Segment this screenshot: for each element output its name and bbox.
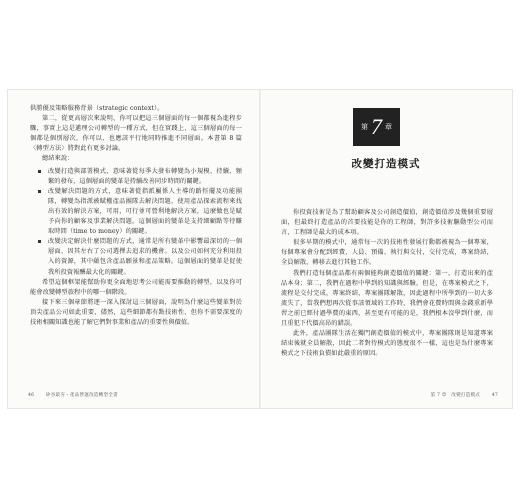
chapter-prefix: 第 — [361, 123, 368, 131]
chapter-number: 7 — [371, 114, 382, 139]
bullet-item — [34, 167, 242, 187]
left-paragraph-1: 供勝優及策略服務背景（strategic context）。 — [30, 105, 164, 112]
bullet-text: 改變打造與部署模式，意味著從每季大發布轉變為小規模、持續、頻繁的發布，這個層面的變革是持續改善同步時間的關鍵。 — [48, 167, 242, 185]
chapter-suffix: 章 — [385, 123, 392, 131]
bullet-square-icon — [38, 190, 41, 193]
right-page-footer — [430, 392, 498, 398]
left-running-title: 矽谷最夯・產品營運改造轉型全書 — [45, 393, 118, 398]
book-spread — [8, 90, 512, 408]
right-paragraph-4: 此外，產品團隊生活在獨門創造價值的模式中，專案團隊則是知道專案結束後就全員解散，因此二者對待模式的態度很不一樣，這也是為什麼專案模式之下技術負債如此嚴重的原因。 — [281, 330, 493, 358]
right-body-text — [281, 208, 493, 359]
left-page-footer — [28, 392, 238, 398]
right-paragraph-1: 你投資技術是為了幫助顧客及公司創造價值，創造價值涉及幾個重要層面，但最終打造產品的首要技能是你的工程師，對許多技術驅動型公司而言，工程師是最大的成本項。 — [281, 209, 493, 237]
right-running-title: 第 7 章 改變打造模式 — [430, 393, 481, 398]
chapter-title: 改變打造模式 — [351, 158, 421, 170]
left-paragraph-3: 總結來說： — [42, 155, 74, 163]
right-paragraph-2: 很多早期的模式中，通常每一次的技術性發展行動都被視為一個專案，每個專案會分配到經費，人員、預備、執行與交付，交付完成，專案終結，全員解散，轉移去進行其他工作。 — [281, 239, 493, 267]
summary-bullet-list — [30, 167, 242, 278]
right-page-number: 47 — [491, 393, 498, 398]
left-page — [8, 90, 259, 408]
left-paragraph-5: 接下來三個章節將逐一深入探討這三個層面，說明為什麼這些變革對於頂尖產品公司如此重要，儘然，這些細節都有點技術性，但你不需要深度的技術相關知識也能了解它們對事業和產品的重要性與價值。 — [30, 298, 242, 326]
bullet-item — [34, 237, 242, 277]
left-paragraph-4: 希望這個框架能幫助你更全面地思考公司能需要推動的轉型，以及你可能會改變轉型旅程中的哪一個階段。 — [30, 278, 242, 296]
bullet-square-icon — [38, 170, 41, 173]
right-page — [261, 90, 512, 408]
bullet-square-icon — [38, 240, 41, 243]
left-paragraph-2: 第二，從更高層次來說明，你可以把這三個層面的每一個都視為進程步驟，事實上這是邁理公司轉型的一種方式，但在實踐上，這三個層面的每一個都是個別層次，你可以，也應該平行地同時推進不同層面。本書第 8 篇〈轉型方法〉將對此有更多討論。 — [30, 115, 242, 153]
chapter-label-box — [353, 108, 400, 146]
bullet-item — [34, 187, 242, 237]
bullet-text: 改變決定解決什麼問題的方式，通常是所有變革中影響最深切的一個層面，因其左右了公司選擇去追求的機會。以及公司如何充分利用投入的資源，其中蘊包含產品願景和產品策略。這個層面的變革是促使我所投資報酬最大化的關鍵。 — [48, 238, 242, 276]
left-body-text — [30, 104, 242, 328]
left-page-number: 46 — [28, 393, 35, 398]
bullet-text: 改變解決問題的方式，意味著從指派屬係人主導的路徑擺及功能團隊，轉變為指派被賦權產品團隊去解決問題，使用產品探索流程來找出有效的解決方案，可用，可行並可營利地解決方案，這麼做也是賦予向你的顧客及事業解決問題。這個層面的變革是支持細顧點等待賺取時間（time to money）的關鍵。 — [48, 187, 242, 236]
right-paragraph-3: 我們打造每個產品都有兩個能夠創造價值的關鍵：第一，打造出來的產品本身；第二，我們在過程中學到的知識與經驗，但是，在專案模式之下，流程是交付完成，專案終結，專案團隊解散，因此過程中所學到的一切大多流失了，當我們想再次從事該領域的工作時，我們會花費時間與金錢重新學習之前已經付過學費的東西，甚至更有可能的是，我們根本沒學到什麼，而且重犯下代價高昂的錯誤。 — [281, 269, 493, 328]
